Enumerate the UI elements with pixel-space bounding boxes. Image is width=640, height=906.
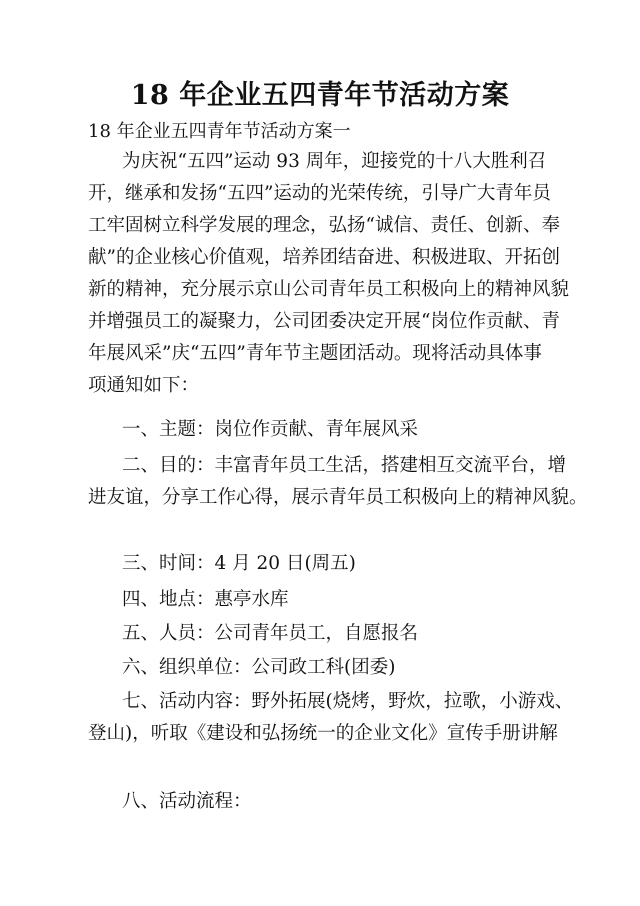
item-location: 四、地点：惠亭水库 [122, 589, 289, 610]
item-content-line-2: 登山)，听取《建设和弘扬统一的企业文化》宣传手册讲解 [88, 723, 558, 744]
intro-line-3: 工牢固树立科学发展的理念，弘扬“诚信、责任、创新、奉 [88, 215, 560, 236]
document-title: 18 年企业五四青年节活动方案 [130, 80, 510, 111]
item-process: 八、活动流程： [122, 791, 252, 812]
intro-line-2: 开，继承和发扬“五四”运动的光荣传统，引导广大青年员 [88, 183, 551, 204]
intro-line-7: 年展风采”庆“五四”青年节主题团活动。现将活动具体事 [88, 343, 542, 364]
intro-line-8: 项通知如下： [88, 375, 200, 396]
intro-line-4: 献”的企业核心价值观，培养团结奋进、积极进取、开拓创 [88, 247, 560, 268]
intro-line-1: 为庆祝“五四”运动 93 周年，迎接党的十八大胜利召 [122, 151, 547, 172]
item-purpose-line-1: 二、目的：丰富青年员工生活，搭建相互交流平台，增 [122, 455, 567, 476]
intro-line-6: 并增强员工的凝聚力，公司团委决定开展“岗位作贡献、青 [88, 311, 560, 332]
item-theme: 一、主题：岗位作贡献、青年展风采 [122, 419, 419, 440]
document-subtitle: 18 年企业五四青年节活动方案一 [88, 121, 351, 142]
intro-line-5: 新的精神，充分展示京山公司青年员工积极向上的精神风貌 [88, 279, 570, 300]
item-time: 三、时间：4 月 20 日(周五) [122, 553, 356, 574]
item-organizer: 六、组织单位：公司政工科(团委) [122, 657, 396, 678]
item-content-line-1: 七、活动内容：野外拓展(烧烤，野炊，拉歌，小游戏、 [122, 691, 574, 712]
item-participants: 五、人员：公司青年员工，自愿报名 [122, 623, 419, 644]
item-purpose-line-2: 进友谊，分享工作心得，展示青年员工积极向上的精神风貌。 [88, 487, 588, 508]
